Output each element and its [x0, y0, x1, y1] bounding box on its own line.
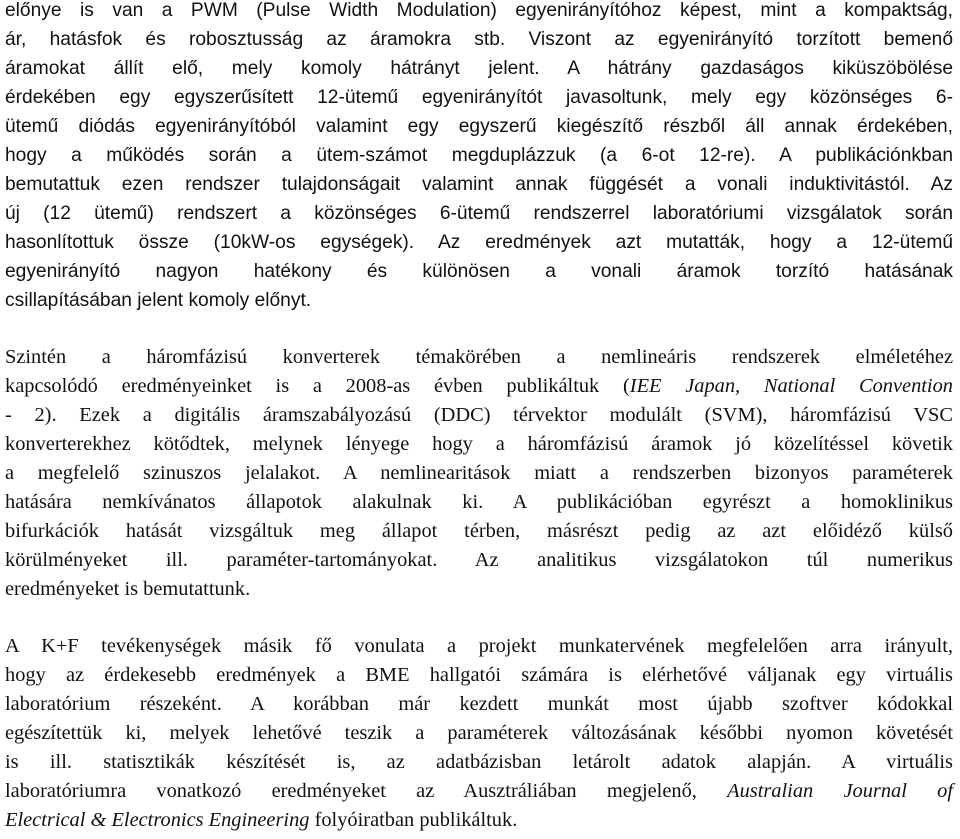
text-line: körülményeket ill. paraméter-tartományokat. Az analitikus vizsgálatokon túl numerikus	[5, 549, 953, 571]
text-segment: kapcsolódó eredményeinket is a 2008-as évben publikáltuk (	[5, 375, 630, 397]
text-line: is ill. statisztikák készítését is, az adatbázisban letárolt adatok alapján. A virtuális	[5, 751, 953, 773]
text-line	[5, 806, 953, 835]
text-line: új (12 ütemű) rendszert a közönséges 6-ütemű rendszerrel laboratóriumi vizsgálatok során	[5, 203, 953, 224]
text-line: csillapításában jelent komoly előnyt.	[5, 290, 312, 311]
text-line: áramokat állít elő, mely komoly hátrányt jelent. A hátrány gazdaságos kiküszöbölése	[5, 58, 953, 79]
paragraph-1	[5, 0, 953, 315]
document-page	[5, 0, 953, 835]
paragraph-gap	[5, 604, 953, 632]
citation-italic: IEE Japan, National Convention	[629, 375, 953, 397]
text-line: eredményeket is bemutattunk.	[5, 578, 251, 600]
text-line: hatására nemkívánatos állapotok alakulnak ki. A publikációban egyrészt a homoklinikus	[5, 491, 953, 513]
text-line: ütemű diódás egyenirányítóból valamint egy egyszerű kiegészítő részből áll annak érdekében,	[5, 116, 953, 137]
text-line: ár, hatásfok és robosztusság az áramokra stb. Viszont az egyenirányító torzított bemenő	[5, 29, 953, 50]
text-line: egyenirányító nagyon hatékony és különösen a vonali áramok torzító hatásának	[5, 261, 953, 282]
paragraph-2	[5, 343, 953, 604]
text-line: hogy a működés során a ütem-számot megduplázzuk (a 6-ot 12-re). A publikációnkban	[5, 145, 953, 166]
text-line: konverterekhez kötődtek, melynek lényege hogy a háromfázisú áramok jó közelítéssel követik	[5, 433, 953, 455]
text-segment: laboratóriumra vonatkozó eredményeket az Ausztráliában megjelenő,	[5, 780, 728, 802]
text-line: érdekében egy egyszerűsített 12-ütemű egyenirányítót javasoltunk, mely egy közönséges 6-	[5, 87, 953, 108]
text-line: - 2). Ezek a digitális áramszabályozású (DDC) térvektor modulált (SVM), háromfázisú VSC	[5, 404, 953, 426]
text-line	[5, 777, 953, 806]
text-line: A K+F tevékenységek másik fő vonulata a projekt munkatervének megfelelően arra irányult,	[5, 635, 953, 657]
text-line	[5, 372, 953, 401]
text-line: bemutattuk ezen rendszer tulajdonságait valamint annak függését a vonali induktivitástól. Az	[5, 174, 953, 195]
text-line: előnye is van a PWM (Pulse Width Modulation) egyenirányítóhoz képest, mint a kompaktság,	[5, 0, 953, 21]
text-line: a megfelelő szinuszos jelalakot. A nemlinearitások miatt a rendszerben bizonyos paraméterek	[5, 462, 953, 484]
paragraph-gap	[5, 315, 953, 343]
citation-italic: Australian Journal of	[727, 780, 953, 802]
text-segment: folyóiratban publikáltuk.	[309, 809, 518, 831]
text-line: hasonlítottuk össze (10kW-os egységek). Az eredmények azt mutatták, hogy a 12-ütemű	[5, 232, 953, 253]
text-line: hogy az érdekesebb eredmények a BME hallgatói számára is elérhetővé váljanak egy virtuális	[5, 664, 953, 686]
text-line: bifurkációk hatását vizsgáltuk meg állapot térben, másrészt pedig az azt előidéző külső	[5, 520, 953, 542]
citation-italic: Electrical & Electronics Engineering	[5, 809, 310, 831]
text-line: egészítettük ki, melyek lehetővé teszik a paraméterek változásának későbbi nyomon követését	[5, 722, 953, 744]
text-line: Szintén a háromfázisú konverterek témakörében a nemlineáris rendszerek elméletéhez	[5, 346, 953, 368]
text-line: laboratórium részeként. A korábban már kezdett munkát most újabb szoftver kódokkal	[5, 693, 953, 715]
paragraph-3	[5, 632, 953, 835]
